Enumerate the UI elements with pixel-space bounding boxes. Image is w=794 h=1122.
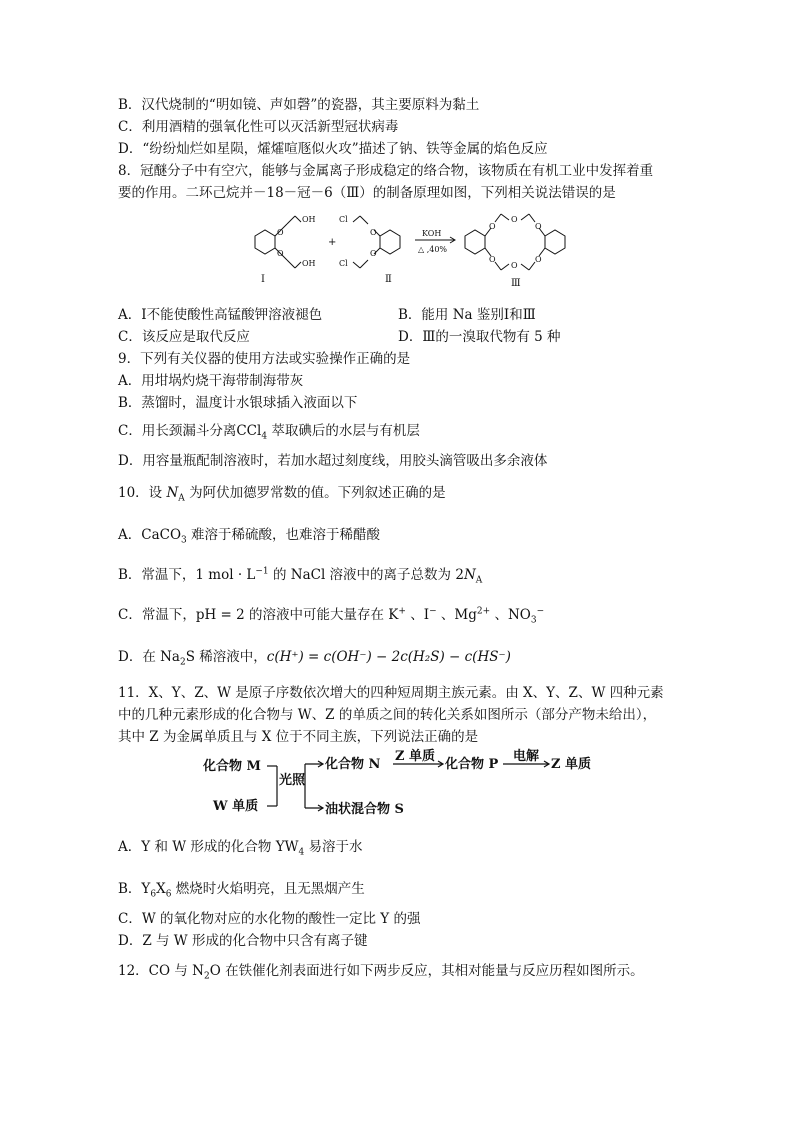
oxygen-label: O xyxy=(277,228,284,237)
hydroxyl-label: OH xyxy=(302,215,316,224)
flow-compound-p: 化合物 P xyxy=(445,757,499,772)
reaction-scheme xyxy=(225,200,615,305)
chlorine-label: Cl xyxy=(339,259,348,268)
flow-z-reagent: Z 单质 xyxy=(395,749,436,764)
question-8-stem-1: 8．冠醚分子中有空穴，能够与金属离子形成稳定的络合物，该物质在有机工业中发挥着重 xyxy=(118,163,654,179)
question-11-stem-2: 中的几种元素形成的化合物与 W、Z 的单质之间的转化关系如图所示（部分产物未给出）， xyxy=(118,707,657,723)
compound-label-2: Ⅱ xyxy=(385,274,392,285)
flow-z-product: Z 单质 xyxy=(551,757,592,772)
oxygen-label: O xyxy=(370,228,377,237)
flow-compound-m: 化合物 M xyxy=(203,759,261,774)
question-10-stem: 10．设 $N_A$ 为阿伏加德罗常数的值。下列叙述正确的是 xyxy=(118,485,446,504)
question-8-option-d: D．Ⅲ的一溴取代物有 5 种 xyxy=(398,329,561,345)
question-11-option-d: D．Z 与 W 形成的化合物中只含有离子键 xyxy=(118,933,368,949)
oxygen-label: O xyxy=(535,222,542,231)
condition-label: △ ,40% xyxy=(418,245,448,254)
question-9-option-b: B．蒸馏时，温度计水银球插入液面以下 xyxy=(118,395,358,411)
option-7c: C．利用酒精的强氧化性可以灭活新型冠状病毒 xyxy=(118,119,399,135)
compound-label-1: Ⅰ xyxy=(261,274,265,285)
conversion-flowchart xyxy=(195,748,615,823)
flow-oily-mixture-s: 油状混合物 S xyxy=(325,802,404,817)
question-10-option-c: C．常温下，pH = 2 的溶液中可能大量存在 K+ 、I− 、$Mg^{2+}$ 、$NO_3^-$ xyxy=(118,606,545,626)
hydroxyl-label: OH xyxy=(302,259,316,268)
oxygen-label: O xyxy=(511,261,518,270)
question-8-option-c: C．该反应是取代反应 xyxy=(118,329,250,345)
question-8-stem-2: 要的作用。二环己烷并－18－冠－6（Ⅲ）的制备原理如图，下列相关说法错误的是 xyxy=(118,185,616,201)
question-8-option-b: B．能用 Na 鉴别Ⅰ和Ⅲ xyxy=(398,307,536,323)
question-10-option-d: D．在 $Na_2S$ 稀溶液中，c(H⁺) = c(OH⁻) − 2c(H₂S) − c(HS⁻) xyxy=(118,649,511,668)
question-9-option-c: C．用长颈漏斗分离CCl$_4$ 萃取碘后的水层与有机层 xyxy=(118,423,420,442)
option-7d: D．“纷纷灿烂如星陨，㸌㸌喧豗似火攻”描述了钠、铁等金属的焰色反应 xyxy=(118,141,548,157)
oxygen-label: O xyxy=(535,255,542,264)
question-9-stem: 9．下列有关仪器的使用方法或实验操作正确的是 xyxy=(118,351,411,367)
oxygen-label: O xyxy=(370,249,377,258)
flow-w-element: W 单质 xyxy=(213,799,259,814)
oxygen-label: O xyxy=(277,249,284,258)
flow-light-condition: 光照 xyxy=(279,773,306,788)
compound-label-3: Ⅲ xyxy=(511,278,521,289)
question-11-stem-1: 11．X、Y、Z、W 是原子序数依次增大的四种短周期主族元素。由 X、Y、Z、W 四种元素 xyxy=(118,685,664,701)
flow-compound-n: 化合物 N xyxy=(325,757,381,772)
plus-sign: + xyxy=(328,237,337,248)
oxygen-label: O xyxy=(511,215,518,224)
chlorine-label: Cl xyxy=(339,215,348,224)
question-11-option-c: C．W 的氧化物对应的水化物的酸性一定比 Y 的强 xyxy=(118,911,421,927)
option-7b: B．汉代烧制的“明如镜、声如磬”的瓷器，其主要原料为黏土 xyxy=(118,97,480,113)
question-12-stem: 12．CO 与 $N_2O$ 在铁催化剂表面进行如下两步反应，其相对能量与反应历程如图所示。 xyxy=(118,963,644,982)
question-9-option-d: D．用容量瓶配制溶液时，若加水超过刻度线，用胶头滴管吸出多余液体 xyxy=(118,453,548,469)
question-10-option-a: A．CaCO$_3$ 难溶于稀硫酸，也难溶于稀醋酸 xyxy=(118,527,381,546)
question-10-option-b: B．常温下，1 mol · $L^{-1}$ 的 NaCl 溶液中的离子总数为 $2N_A$ xyxy=(118,566,483,586)
question-11-option-a: A．Y 和 W 形成的化合物 $YW_4$ 易溶于水 xyxy=(118,839,363,858)
question-11-stem-3: 其中 Z 为金属单质且与 X 位于不同主族，下列说法正确的是 xyxy=(118,729,479,745)
question-8-option-a: A．Ⅰ不能使酸性高锰酸钾溶液褪色 xyxy=(118,307,323,323)
question-9-option-a: A．用坩埚灼烧干海带制海带灰 xyxy=(118,373,304,389)
oxygen-label: O xyxy=(489,255,496,264)
question-11-option-b: B．$Y_6X_6$ 燃烧时火焰明亮，且无黑烟产生 xyxy=(118,881,365,900)
flow-electrolysis: 电解 xyxy=(513,749,540,764)
oxygen-label: O xyxy=(489,222,496,231)
reagent-label: KOH xyxy=(422,229,442,238)
